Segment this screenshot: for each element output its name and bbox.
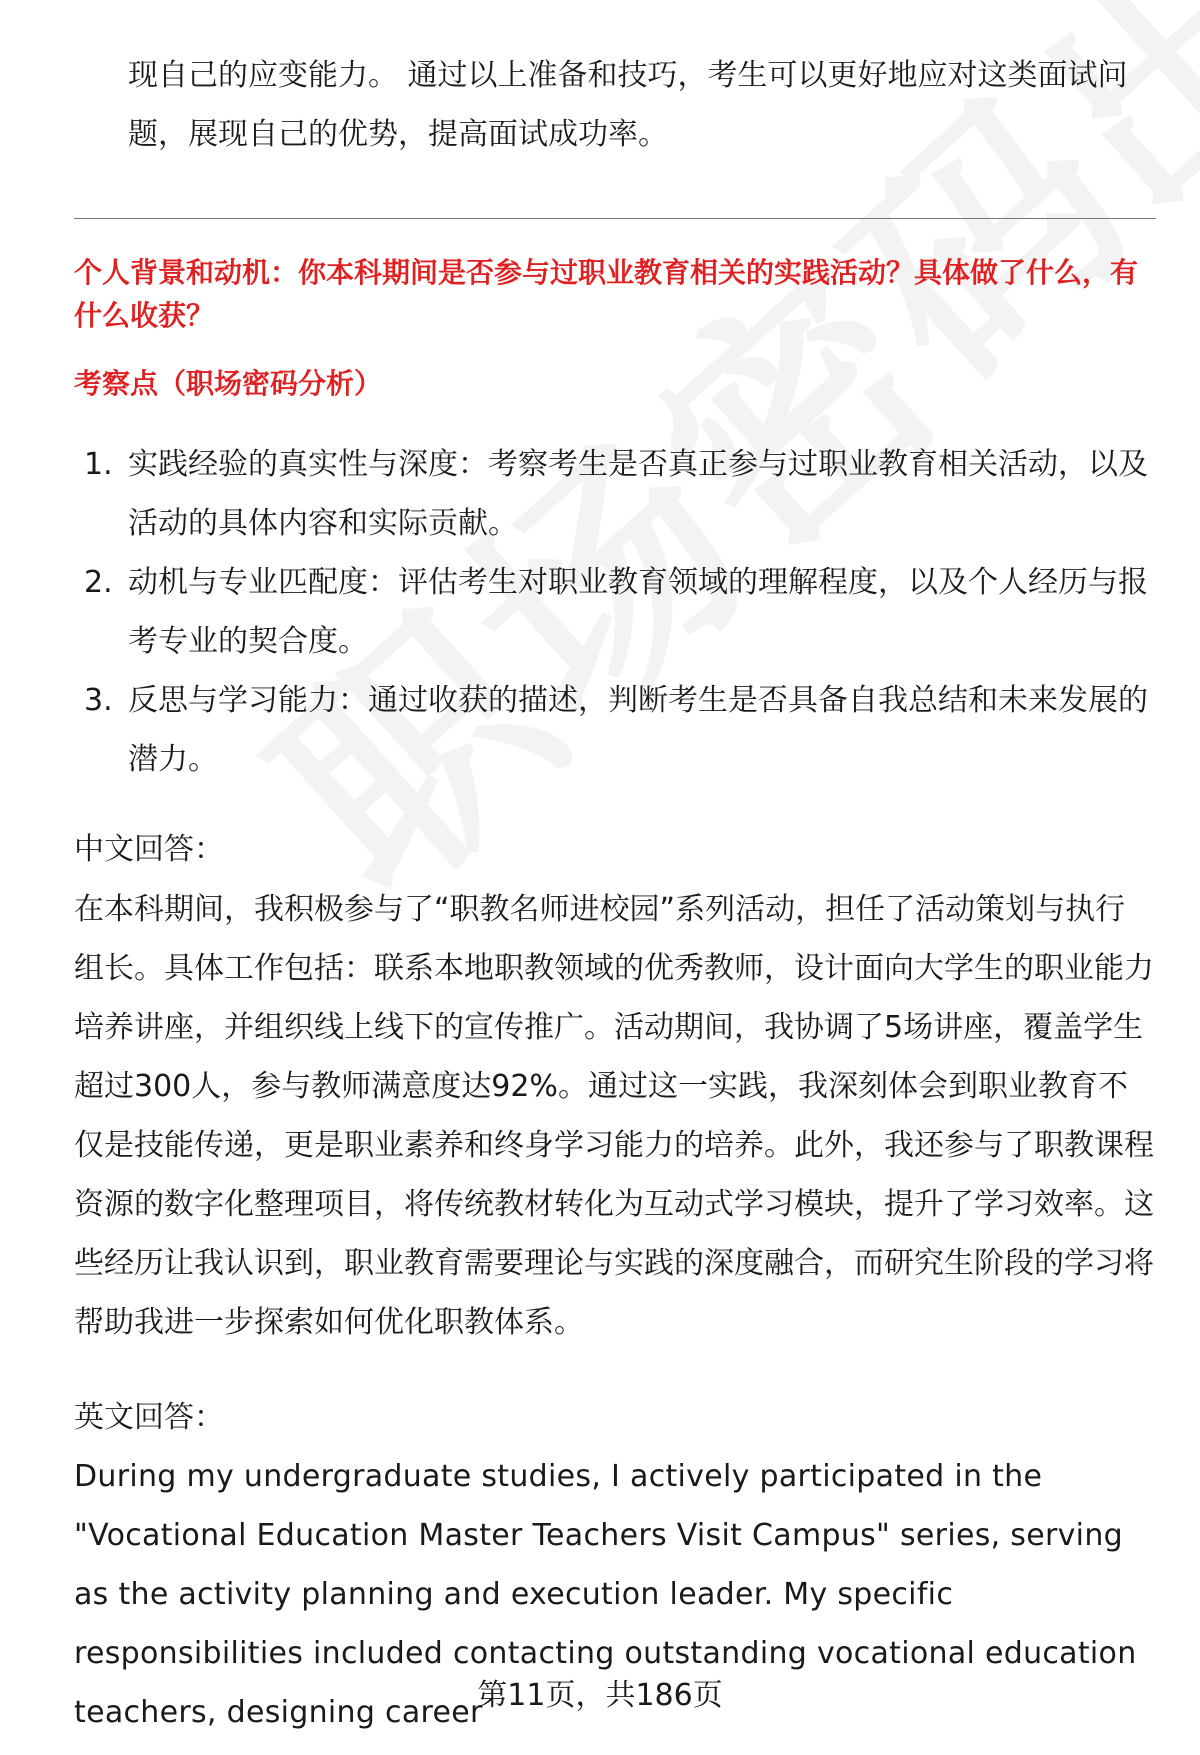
question-heading: 个人背景和动机：你本科期间是否参与过职业教育相关的实践活动？具体做了什么，有什么收获？: [74, 256, 1139, 332]
list-item: [74, 553, 1154, 671]
question-block: [74, 251, 1154, 337]
list-number: 2.: [84, 565, 113, 600]
page-footer: 第11页，共186页: [477, 1678, 723, 1713]
chinese-answer-text: 在本科期间，我积极参与了“职教名师进校园”系列活动，担任了活动策划与执行组长。具体工作包括：联系本地职教领域的优秀教师，设计面向大学生的职业能力培养讲座，并组织线上线下的宣传推广。活动期间，我协调了5场讲座，覆盖学生超过300人，参与教师满意度达92%。通过这一实践，我深刻体会到职业教育不仅是技能传递，更是职业素养和终身学习能力的培养。此外，我还参与了职教课程资源的数字化整理项目，将传统教材转化为互动式学习模块，提升了学习效率。这些经历让我认识到，职业教育需要理论与实践的深度融合，而研究生阶段的学习将帮助我进一步探索如何优化职教体系。: [74, 892, 1154, 1340]
english-answer-label-block: [74, 1398, 1154, 1438]
points-list: [74, 435, 1154, 789]
list-text: 反思与学习能力：通过收获的描述，判断考生是否具备自我总结和未来发展的潜力。: [128, 683, 1148, 777]
section-divider: [74, 218, 1156, 219]
points-title-block: [74, 364, 1154, 404]
list-item: [74, 435, 1154, 553]
english-answer-label: 英文回答：: [74, 1400, 224, 1435]
points-list-block: [74, 435, 1154, 789]
list-number: 3.: [84, 683, 113, 718]
list-text: 实践经验的真实性与深度：考察考生是否真正参与过职业教育相关活动，以及活动的具体内容和实际贡献。: [128, 447, 1148, 541]
english-answer-text: During my undergraduate studies, I actively participated in the "Vocational Education Master Teachers Visit Campus" series, serving as the activity planning and execution leader. My specific responsibilities included contacting outstanding vocational education teachers, designing career: [74, 1459, 1137, 1730]
chinese-answer-block: [74, 880, 1154, 1352]
list-number: 1.: [84, 447, 113, 482]
intro-text: 现自己的应变能力。 通过以上准备和技巧，考生可以更好地应对这类面试问题，展现自己的优势，提高面试成功率。: [128, 58, 1128, 152]
chinese-answer-label-block: [74, 830, 1154, 870]
intro-paragraph: [74, 46, 1154, 164]
list-item: [74, 671, 1154, 789]
chinese-answer-label: 中文回答：: [74, 832, 224, 867]
list-text: 动机与专业匹配度：评估考生对职业教育领域的理解程度，以及个人经历与报考专业的契合度。: [128, 565, 1148, 659]
points-title: 考察点（职场密码分析）: [74, 367, 383, 400]
